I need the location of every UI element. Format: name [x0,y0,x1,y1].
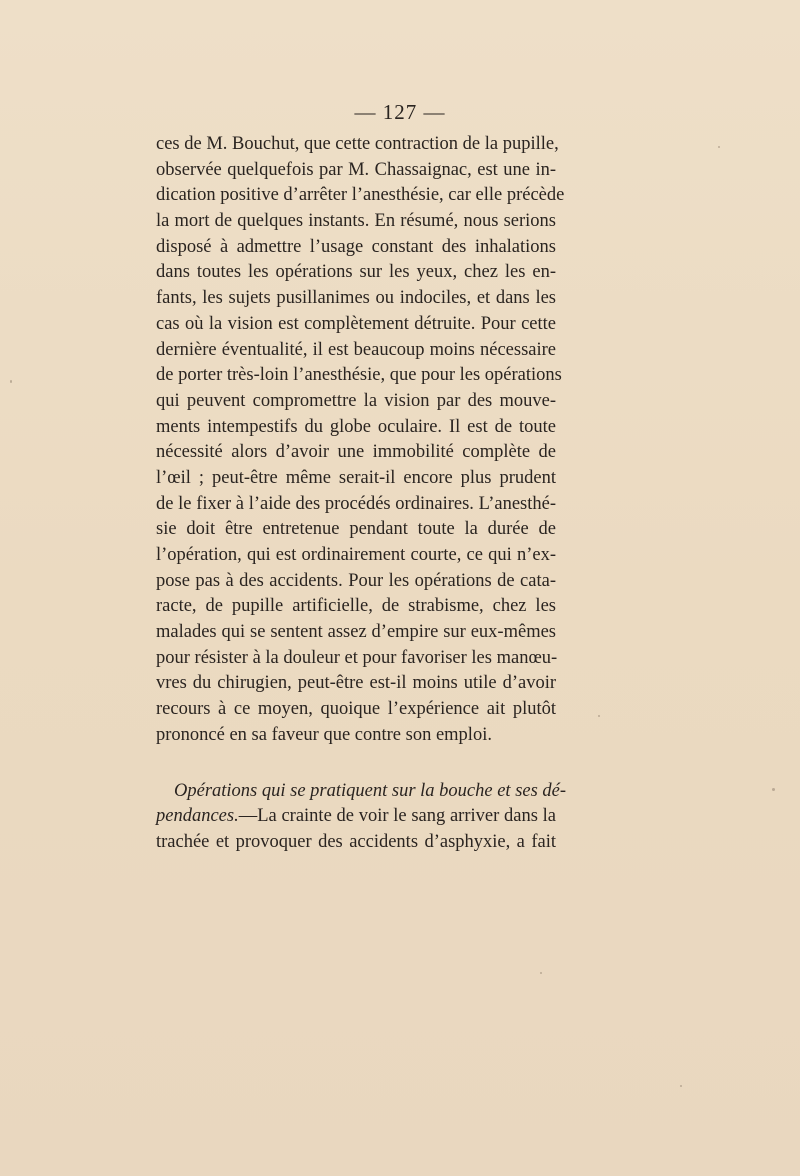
text-line [156,804,556,830]
text-line: ces de M. Bouchut, que cette contraction de la pupille, [156,134,559,154]
text-line: recours à ce moyen, quoique l’expérience ait plutôt [156,699,556,720]
text-line: pour résister à la douleur et pour favoriser les manœu- [156,647,558,668]
text-line: cas où la vision est complètement détruite. Pour cette [156,313,556,334]
text-line: ments intempestifs du globe oculaire. Il est de toute [156,416,556,437]
text-line: prononcé en sa faveur que contre son emploi. [156,724,492,745]
text-line: dernière éventualité, il est beaucoup moins nécessaire [156,339,556,360]
text-line: la mort de quelques instants. En résumé, nous serions [156,211,556,232]
text-line: nécessité alors d’avoir une immobilité complète de [156,442,556,463]
paragraph-mouth-operations [156,779,567,856]
text-line: malades qui se sentent assez d’empire sur eux-mêmes [156,622,556,643]
text-line: l’œil ; peut-être même serait-il encore plus prudent [156,467,556,488]
text-line: disposé à admettre l’usage constant des inhalations [156,236,556,257]
page-number: — 127 — [354,100,446,124]
text-line: racte, de pupille artificielle, de strabisme, chez les [156,596,556,617]
text-line: de le fixer à l’aide des procédés ordinaires. L’anesthé- [156,493,556,514]
page-body [156,132,567,856]
text-line: dication positive d’arrêter l’anesthésie, car elle précède [156,185,565,206]
text-line: trachée et provoquer des accidents d’asphyxie, a fait [156,831,556,852]
text-line: sie doit être entretenue pendant toute la durée de [156,519,556,540]
section-heading-italic-end: pendances. [156,806,239,827]
text-line: l’opération, qui est ordinairement courte, ce qui n’ex- [156,545,556,565]
section-heading-line [156,779,567,805]
text-line: observée quelquefois par M. Chassaignac, est une in- [156,159,556,180]
text-line: vres du chirugien, peut-être est-il moins utile d’avoir [156,673,556,694]
text-line: dans toutes les opérations sur les yeux, chez les en- [156,262,556,283]
text-line: pose pas à des accidents. Pour les opérations de cata- [156,570,556,591]
section-heading-italic: Opérations qui se pratiquent sur la bouche et ses dé- [174,780,567,801]
paragraph-anesthesia-eyes [156,132,565,749]
text-line: fants, les sujets pusillanimes ou indociles, et dans les [156,288,556,309]
text-run: —La crainte de voir le sang arriver dans la [238,806,556,827]
text-line: qui peuvent compromettre la vision par des mouve- [156,390,556,411]
text-line: de porter très-loin l’anesthésie, que pour les opérations [156,365,562,386]
